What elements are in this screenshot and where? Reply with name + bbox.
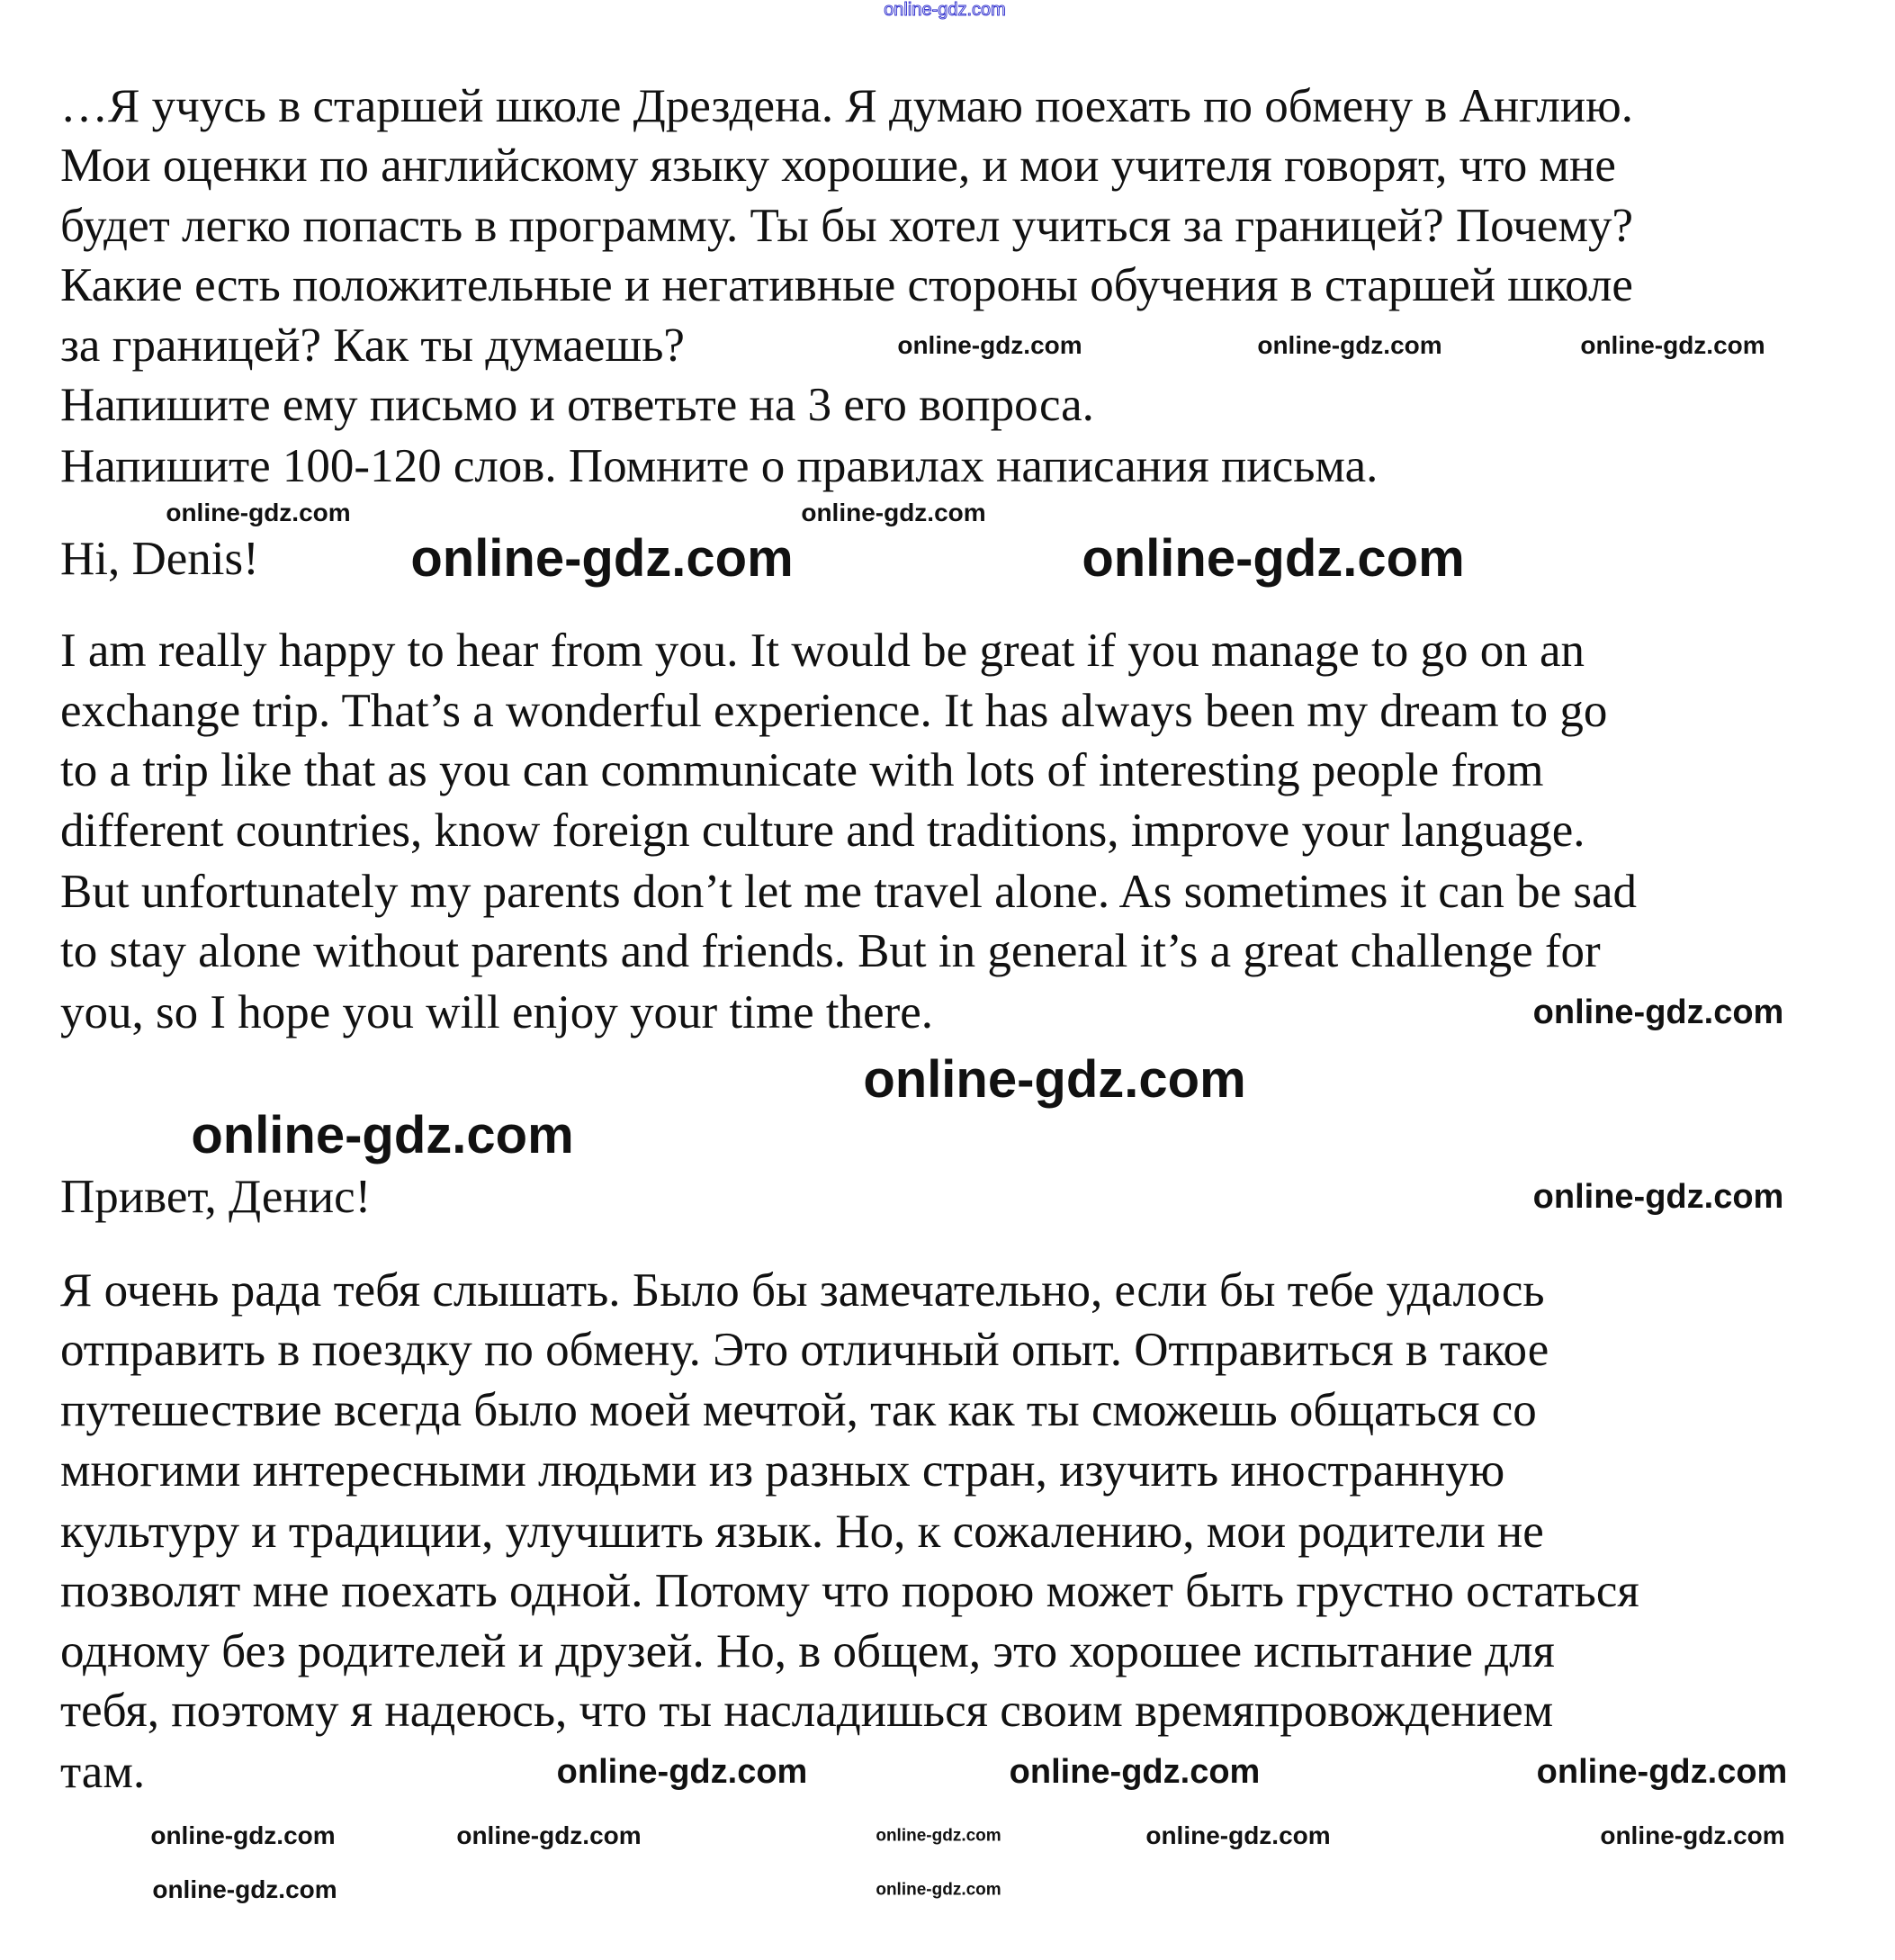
letter-line: многими интересными людьми из разных стран, изучить иностранную [60,1444,1505,1497]
task-line: Какие есть положительные и негативные стороны обучения в старшей школе [60,259,1633,311]
task-line: …Я учусь в старшей школе Дрездена. Я думаю поехать по обмену в Англию. [60,80,1633,132]
letter-line: одному без родителей и друзей. Но, в общем, это хорошее испытание для [60,1625,1555,1677]
letter-line: to a trip like that as you can communicate with lots of interesting people from [60,744,1544,796]
watermark: online-gdz.com [884,0,1006,20]
letter-line: Я очень рада тебя слышать. Было бы замечательно, если бы тебе удалось [60,1264,1545,1317]
watermark: online-gdz.com [1009,1753,1261,1791]
watermark: online-gdz.com [863,1050,1246,1109]
letter-line: But unfortunately my parents don’t let me travel alone. As sometimes it can be sad [60,866,1638,918]
task-line: Мои оценки по английскому языку хорошие, и мои учителя говорят, что мне [60,139,1616,192]
watermark: online-gdz.com [1580,331,1765,359]
watermark: online-gdz.com [1600,1821,1785,1849]
task-line: будет легко попасть в программу. Ты бы хотел учиться за границей? Почему? [60,200,1634,252]
letter-line: позволят мне поехать одной. Потому что порою может быть грустно остаться [60,1565,1639,1617]
watermark: online-gdz.com [166,499,351,526]
letter-line: культуру и традиции, улучшить язык. Но, к сожалению, мои родители не [60,1506,1544,1558]
watermark: online-gdz.com [876,1880,1001,1900]
letter-line: там. [60,1746,146,1798]
watermark: online-gdz.com [410,529,794,588]
letter-line: to stay alone without parents and friends. But in general it’s a great challenge for [60,925,1601,977]
letter-line: отправить в поездку по обмену. Это отличный опыт. Отправиться в такое [60,1324,1549,1376]
watermark: online-gdz.com [1536,1753,1788,1791]
watermark: online-gdz.com [191,1106,574,1164]
watermark: online-gdz.com [1257,331,1442,359]
watermark: online-gdz.com [150,1821,336,1849]
letter-line: путешествие всегда было моей мечтой, так как ты сможешь общаться со [60,1384,1537,1436]
watermark: online-gdz.com [456,1821,642,1849]
watermark: online-gdz.com [1082,529,1465,588]
watermark: online-gdz.com [152,1875,337,1903]
watermark: online-gdz.com [897,331,1082,359]
task-line: Напишите 100-120 слов. Помните о правилах написания письма. [60,440,1379,492]
task-line: за границей? Как ты думаешь? [60,319,685,372]
watermark: online-gdz.com [1532,993,1784,1031]
letter-line: тебя, поэтому я надеюсь, что ты насладишься своим времяпровождением [60,1685,1554,1737]
letter-line: different countries, know foreign culture and traditions, improve your language. [60,805,1585,857]
watermark: online-gdz.com [1145,1821,1331,1849]
letter-line: you, so I hope you will enjoy your time there. [60,986,934,1038]
task-line: Напишите ему письмо и ответьте на 3 его вопроса. [60,379,1094,431]
letter-greeting: Hi, Denis! [60,533,259,585]
letter-greeting: Привет, Денис! [60,1171,372,1223]
letter-line: exchange trip. That’s a wonderful experience. It has always been my dream to go [60,685,1608,737]
letter-line: I am really happy to hear from you. It would be great if you manage to go on an [60,625,1585,677]
watermark: online-gdz.com [876,1826,1001,1846]
watermark: online-gdz.com [1532,1178,1784,1216]
watermark: online-gdz.com [801,499,986,526]
watermark: online-gdz.com [556,1753,808,1791]
